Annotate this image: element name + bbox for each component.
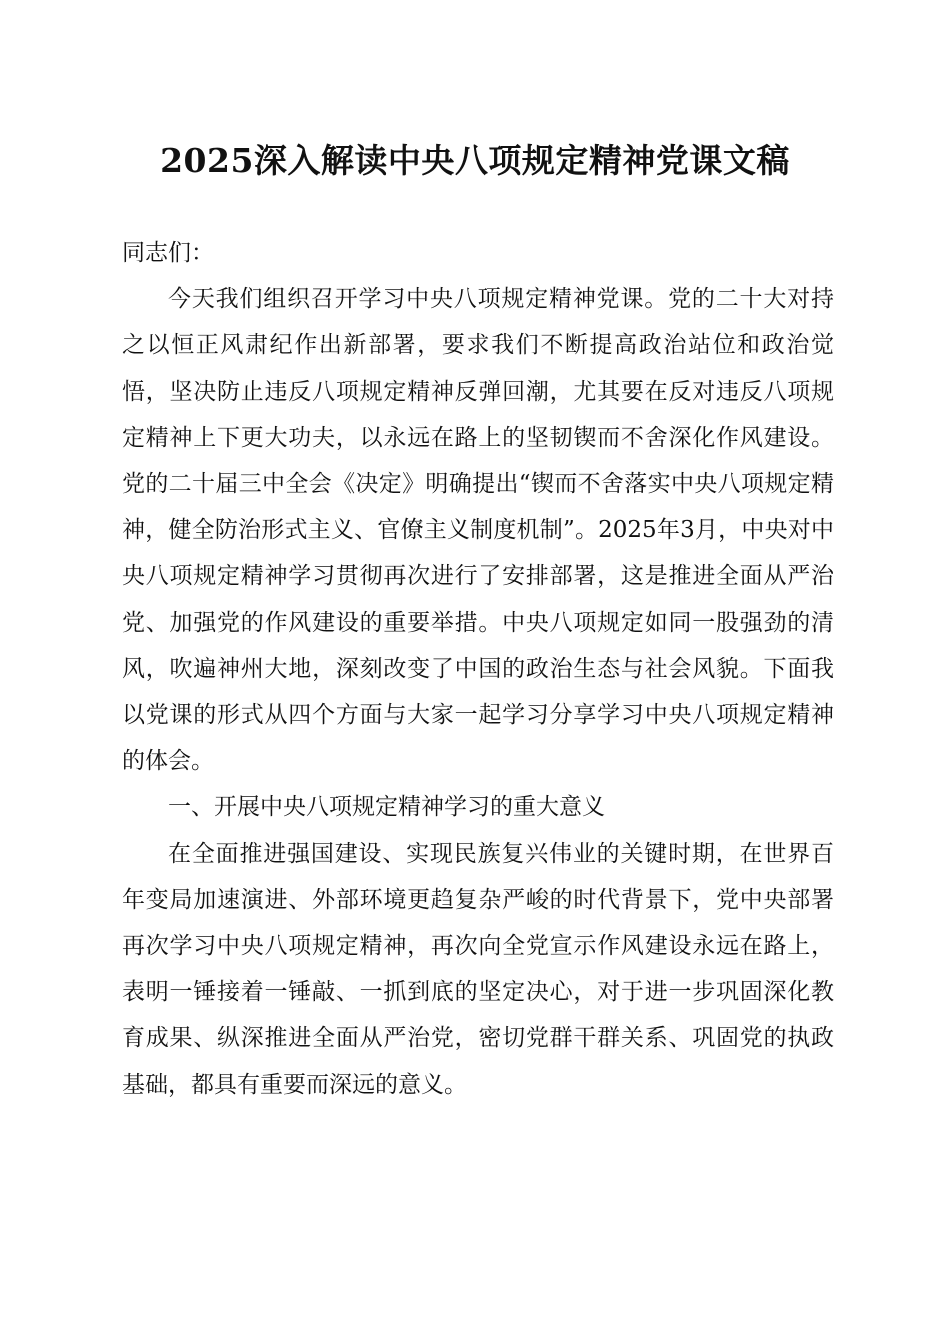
intro-paragraph: 今天我们组织召开学习中央八项规定精神党课。党的二十大对持之以恒正风肃纪作出新部署，要求我们不断提高政治站位和政治觉悟，坚决防止违反八项规定精神反弹回潮，尤其要在反对违反八项规定精神上下更大功夫，以永远在路上的坚韧锲而不舍深化作风建设。党的二十届三中全会《决定》明确提出“锲而不舍落实中央八项规定精神，健全防治形式主义、官僚主义制度机制”。2025年3月，中央对中央八项规定精神学习贯彻再次进行了安排部署，这是推进全面从严治党、加强党的作风建设的重要举措。中央八项规定如同一股强劲的清风，吹遍神州大地，深刻改变了中国的政治生态与社会风貌。下面我以党课的形式从四个方面与大家一起学习分享学习中央八项规定精神的体会。 [122,286,834,775]
section-1-paragraph: 在全面推进强国建设、实现民族复兴伟业的关键时期，在世界百年变局加速演进、外部环境更趋复杂严峻的时代背景下，党中央部署再次学习中央八项规定精神，再次向全党宣示作风建设永远在路上，表明一锤接着一锤敲、一抓到底的坚定决心，对于进一步巩固深化教育成果、纵深推进全面从严治党，密切党群干群关系、巩固党的执政基础，都具有重要而深远的意义。 [122,840,834,1098]
salutation: 同志们： [122,240,214,266]
document-body [122,230,834,1108]
document-title: 2025深入解读中央八项规定精神党课文稿 [160,141,790,180]
section-heading-1: 一、开展中央八项规定精神学习的重大意义 [168,794,605,821]
